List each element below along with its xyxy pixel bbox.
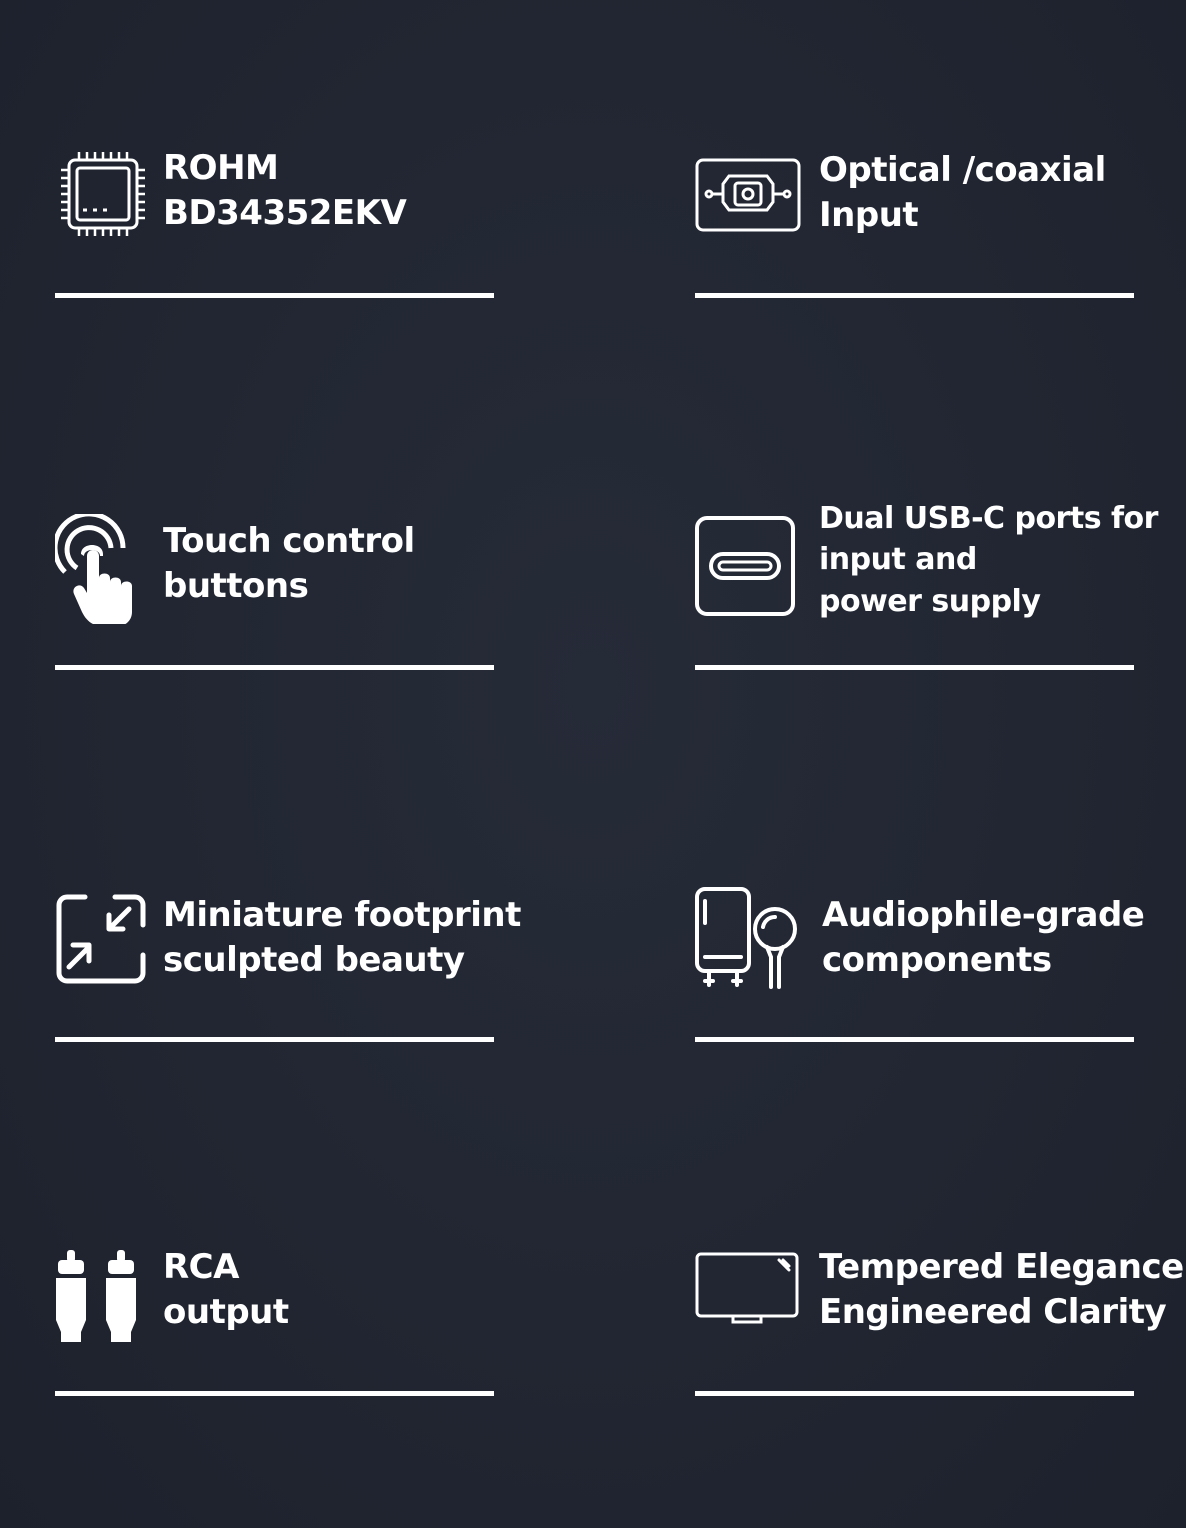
- divider: [695, 665, 1134, 670]
- feature-label-line: input and: [819, 542, 977, 578]
- feature-label-line: Input: [819, 194, 919, 235]
- divider: [695, 1037, 1134, 1042]
- feature-label-line: sculpted beauty: [163, 939, 465, 980]
- feature-label-line: BD34352EKV: [163, 192, 407, 233]
- divider: [55, 293, 494, 298]
- feature-label-line: Engineered Clarity: [819, 1291, 1167, 1332]
- feature-rca: [55, 1238, 495, 1398]
- feature-tempered-glass: [695, 1238, 1184, 1398]
- feature-label: [163, 519, 415, 609]
- touch-hand-icon: [55, 514, 149, 624]
- feature-label: [822, 893, 1144, 983]
- feature-label: [163, 1245, 289, 1335]
- feature-rohm-chip: [55, 140, 495, 300]
- feature-label-line: Audiophile-grade: [822, 895, 1145, 935]
- feature-label-line: Miniature footprint: [163, 895, 521, 935]
- glass-panel-icon: [695, 1252, 799, 1330]
- chip-icon: [55, 146, 151, 242]
- feature-label: [819, 148, 1106, 238]
- feature-label-line: buttons: [163, 565, 309, 606]
- feature-label: [819, 1245, 1184, 1335]
- feature-label: [163, 146, 406, 236]
- feature-label-line: output: [163, 1291, 289, 1332]
- shrink-arrows-icon: [55, 893, 147, 985]
- feature-label-line: power supply: [819, 583, 1041, 619]
- usb-c-port-icon: [695, 516, 795, 616]
- divider: [55, 665, 494, 670]
- feature-label: [819, 498, 1158, 622]
- feature-usb-c: [695, 498, 1158, 658]
- divider: [55, 1037, 494, 1042]
- feature-label-line: Touch control: [163, 521, 415, 561]
- feature-audiophile: [695, 885, 1145, 1045]
- divider: [695, 293, 1134, 298]
- optical-port-icon: [695, 148, 801, 238]
- feature-touch-control: [55, 512, 495, 672]
- feature-label-line: ROHM: [163, 148, 279, 188]
- feature-label-line: Optical /coaxial: [819, 150, 1106, 190]
- feature-label-line: RCA: [163, 1247, 239, 1287]
- feature-optical-coaxial: [695, 140, 1135, 300]
- feature-label-line: components: [822, 939, 1052, 980]
- divider: [695, 1391, 1134, 1396]
- capacitor-icon: [695, 885, 801, 993]
- rca-plug-icon: [55, 1248, 143, 1344]
- feature-label-line: Dual USB-C ports for: [819, 501, 1158, 536]
- feature-label-line: Tempered Elegance: [819, 1247, 1184, 1287]
- divider: [55, 1391, 494, 1396]
- feature-label: [163, 893, 521, 983]
- feature-miniature: [55, 885, 521, 1045]
